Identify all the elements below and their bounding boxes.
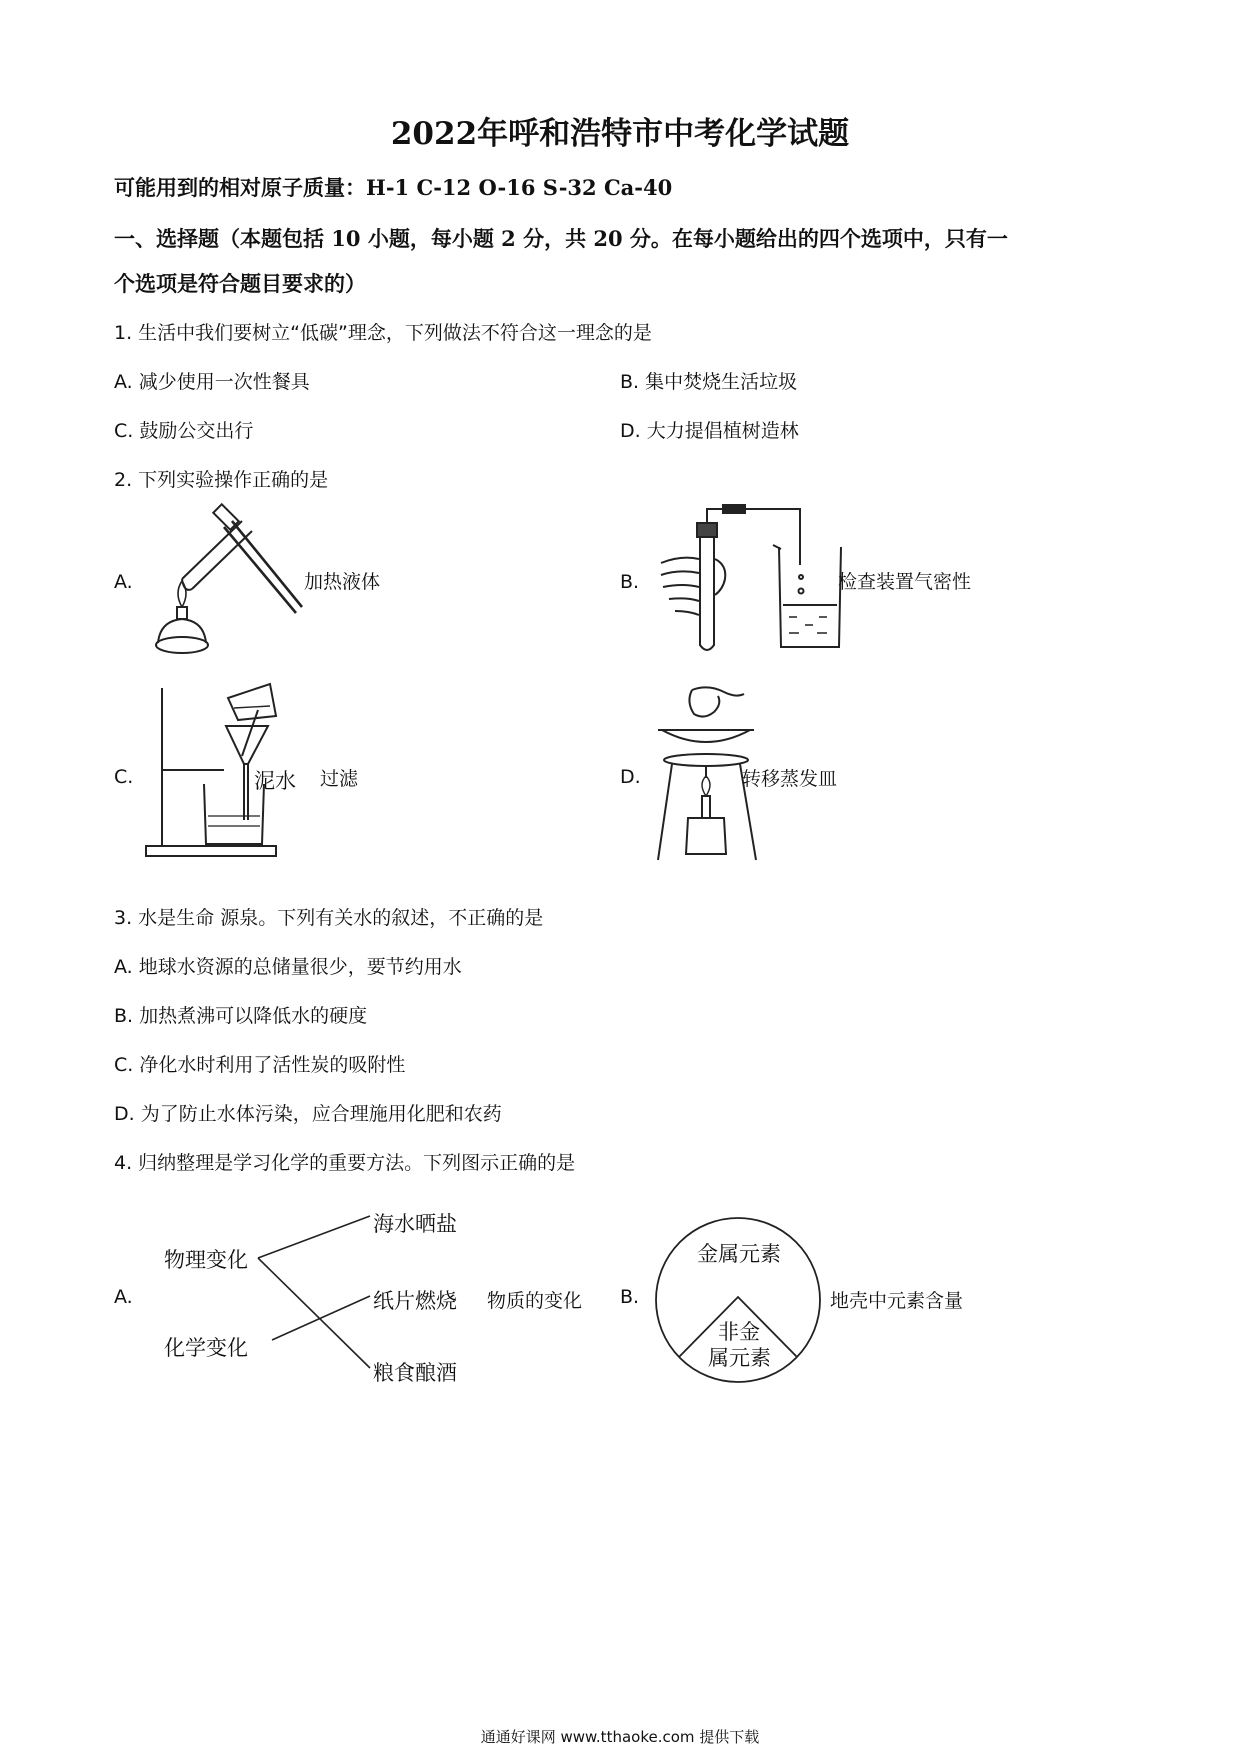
section-heading-line1: 一、选择题（本题包括 10 小题，每小题 2 分，共 20 分。在每小题给出的四个选项中，只有一 (114, 226, 1008, 251)
q4-a-item1: 海水晒盐 (373, 1212, 457, 1236)
q2-a-letter: A. (114, 571, 133, 593)
atomic-masses: 可能用到的相对原子质量：H-1 C-12 O-16 S-32 Ca-40 (114, 175, 673, 200)
q4-b-caption: 地壳中元素含量 (830, 1290, 964, 1312)
q4-a-physical: 物理变化 (164, 1248, 248, 1272)
q4-b-letter: B. (620, 1286, 640, 1308)
airtightness-check-figure (655, 505, 855, 661)
heating-liquid-figure (146, 505, 306, 659)
footer-credit: 通通好课网 www.tthaoke.com 提供下载 (480, 1728, 760, 1746)
q3-option-d: D. 为了防止水体污染，应合理施用化肥和农药 (114, 1103, 502, 1125)
q4-a-letter: A. (114, 1286, 133, 1308)
q3-option-c: C. 净化水时利用了活性炭的吸附性 (114, 1054, 406, 1076)
q2-c-letter: C. (114, 766, 134, 788)
q2-c-label: 泥水 (254, 769, 296, 793)
q3-option-a: A. 地球水资源的总储量很少，要节约用水 (114, 956, 462, 978)
q2-b-letter: B. (620, 571, 640, 593)
q3-stem: 3. 水是生命 源泉。下列有关水的叙述，不正确的是 (114, 907, 544, 929)
page-title: 2022年呼和浩特市中考化学试题 (390, 116, 850, 152)
q4-stem: 4. 归纳整理是学习化学的重要方法。下列图示正确的是 (114, 1152, 576, 1174)
change-classification-lines (252, 1212, 382, 1376)
q2-b-caption: 检查装置气密性 (838, 571, 972, 593)
q4-b-metal: 金属元素 (697, 1242, 781, 1266)
q4-b-nonmetal-2: 属元素 (708, 1346, 771, 1370)
q2-a-caption: 加热液体 (304, 571, 381, 593)
q1-option-c: C. 鼓励公交出行 (114, 420, 254, 442)
q4-a-chemical: 化学变化 (164, 1336, 248, 1360)
q1-option-d: D. 大力提倡植树造林 (620, 420, 799, 442)
q4-a-item2: 纸片燃烧 (373, 1289, 457, 1313)
q3-option-b: B. 加热煮沸可以降低水的硬度 (114, 1005, 368, 1027)
q4-a-caption: 物质的变化 (487, 1290, 583, 1312)
q2-c-caption: 过滤 (320, 768, 359, 790)
q2-d-caption: 转移蒸发皿 (742, 768, 838, 790)
q2-d-letter: D. (620, 766, 641, 788)
section-heading-line2: 个选项是符合题目要求的） (114, 271, 366, 296)
q4-a-item3: 粮食酿酒 (373, 1361, 457, 1385)
q1-option-a: A. 减少使用一次性餐具 (114, 371, 310, 393)
q2-stem: 2. 下列实验操作正确的是 (114, 469, 329, 491)
q1-stem: 1. 生活中我们要树立“低碳”理念，下列做法不符合这一理念的是 (114, 322, 652, 344)
q4-b-nonmetal-1: 非金 (718, 1320, 760, 1344)
q1-option-b: B. 集中焚烧生活垃圾 (620, 371, 798, 393)
